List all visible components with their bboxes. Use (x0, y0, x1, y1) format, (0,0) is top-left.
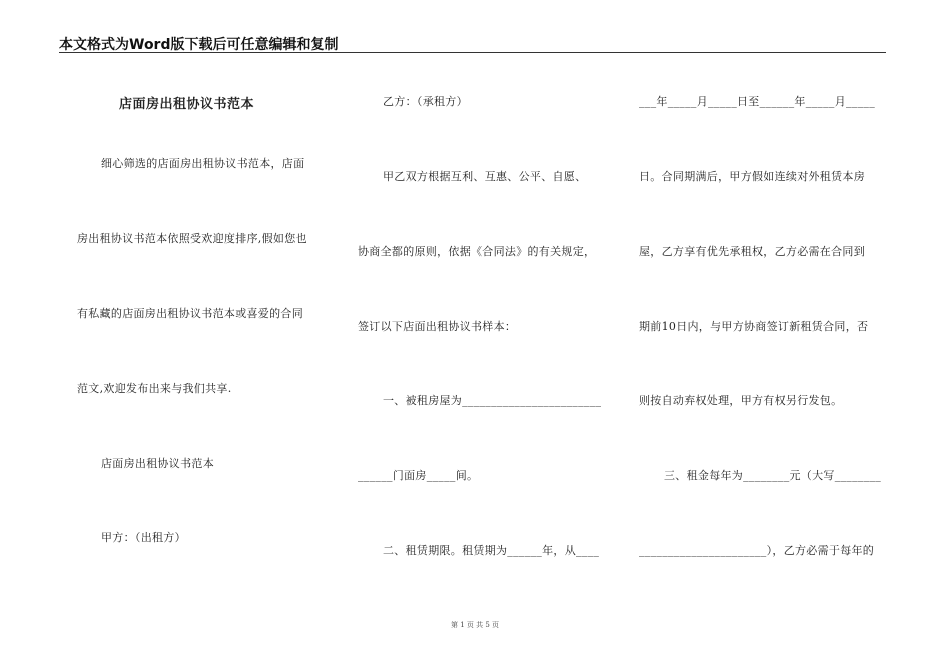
paragraph-line: 有私藏的店面房出租协议书范本或喜爱的合同 (77, 307, 303, 320)
paragraph-line: 屋，乙方享有优先承租权，乙方必需在合同到 (639, 245, 865, 258)
party-a-label: 甲方：（出租方） (101, 531, 186, 544)
paragraph-line: 则按自动弃权处理，甲方有权另行发包。 (639, 394, 843, 407)
section-heading: 店面房出租协议书范本 (101, 457, 214, 470)
page-header: 本文格式为Word版下载后可任意编辑和复制 (59, 37, 339, 53)
clause-2-line: 二、租赁期限。租赁期为______年，从____ (383, 544, 600, 557)
clause-1-line: 一、被租房屋为________________________ (383, 394, 602, 407)
clause-3-line: ______________________），乙方必需于每年的 (639, 544, 875, 557)
paragraph-line: 日。合同期满后，甲方假如连续对外租赁本房 (639, 170, 865, 183)
paragraph-line: 甲乙双方根据互利、互惠、公平、自愿、 (383, 170, 587, 183)
paragraph-line: 房出租协议书范本依照受欢迎度排序,假如您也 (77, 232, 307, 245)
clause-3-line: 三、租金每年为________元（大写________ (664, 469, 882, 482)
paragraph-line: 协商全都的原则，依据《合同法》的有关规定， (358, 245, 596, 258)
document-title: 店面房出租协议书范本 (119, 97, 255, 112)
paragraph-line: 期前10日内，与甲方协商签订新租赁合同，否 (639, 320, 869, 333)
clause-1-line: ______门面房_____间。 (358, 469, 479, 482)
paragraph-line: ___年_____月_____日至______年_____月_____ (639, 95, 875, 108)
page-number: 第 1 页 共 5 页 (450, 621, 500, 629)
header-divider (59, 52, 886, 53)
paragraph-line: 范文,欢迎发布出来与我们共享. (77, 382, 232, 395)
paragraph-line: 细心筛选的店面房出租协议书范本，店面 (101, 157, 305, 170)
party-b-label: 乙方：（承租方） (383, 95, 468, 108)
paragraph-line: 签订以下店面出租协议书样本： (358, 320, 517, 333)
